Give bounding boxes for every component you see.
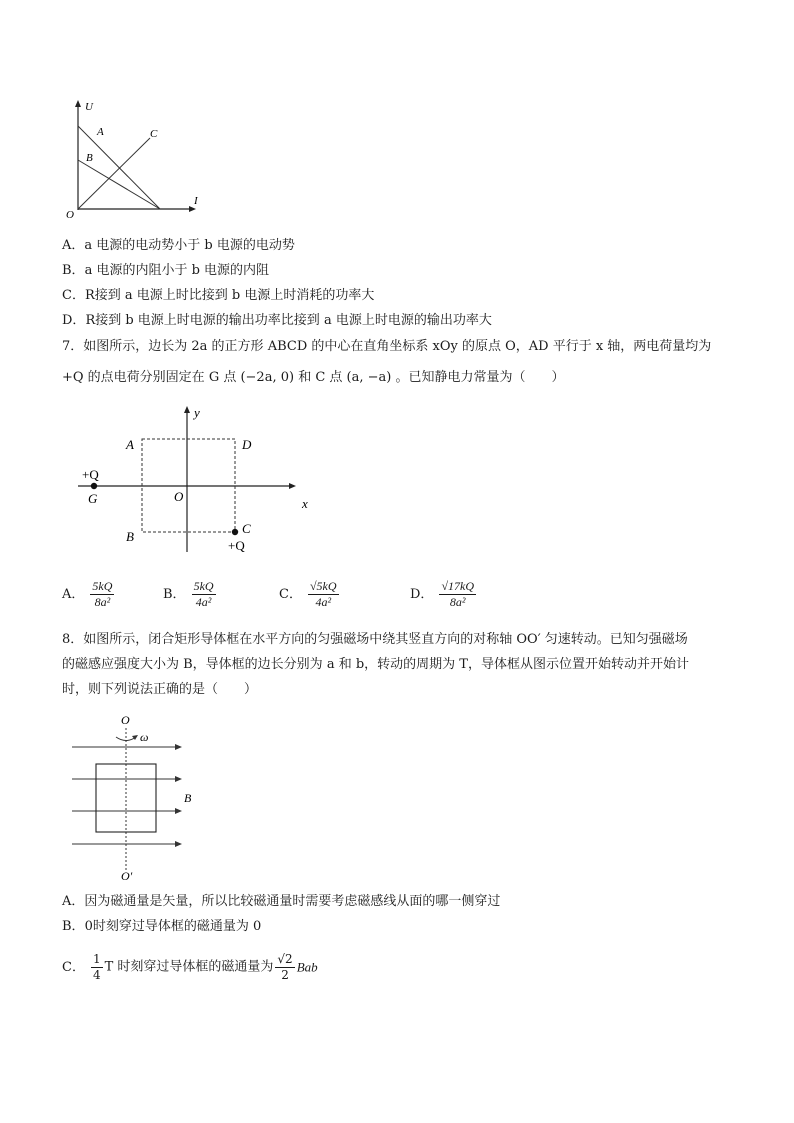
q7-stem-line2: +Q 的点电荷分别固定在 G 点 (−2a, 0) 和 C 点 (a, −a) 。已知静电力常量为（ ） (62, 370, 565, 385)
line-c (78, 138, 150, 209)
q8-figure (64, 710, 214, 882)
q7-option-b: B． $\frac{5kQ}{\text{4a²}}$ (163, 579, 214, 609)
field-arrow-1 (175, 744, 182, 750)
o-bottom-label: O′ (121, 869, 133, 882)
o-top-label: O (121, 713, 130, 727)
q8-option-c: C． $\frac{1}{4}$ T 时刻穿过导体框的磁通量为 $\frac{√2}{2}$ Bab (62, 952, 318, 982)
omega-label: ω (140, 730, 149, 744)
q6-option-d: D．R接到 b 电源上时电源的输出功率比接到 a 电源上时电源的输出功率大 (62, 313, 492, 328)
q8-stem-line1: 8．如图所示，闭合矩形导体框在水平方向的匀强磁场中绕其竖直方向的对称轴 OO′ 匀速转动。已知匀强磁场 (62, 632, 688, 647)
d-label: D (242, 437, 252, 452)
q7-option-a: A． $\frac{5kQ}{\text{8a²}}$ (62, 579, 113, 609)
charge-c-point (232, 529, 238, 535)
q6-option-a: A．a 电源的电动势小于 b 电源的电动势 (62, 238, 295, 253)
ui-graph-figure (60, 98, 210, 222)
q6-option-b: B．a 电源的内阻小于 b 电源的内阻 (62, 263, 270, 278)
q8-stem-line2: 的磁感应强度大小为 B，导体框的边长分别为 a 和 b，转动的周期为 T，导体框从图示位置开始转动并开始计 (62, 657, 689, 672)
o-label: O (174, 489, 184, 504)
axis-u-label: U (85, 101, 93, 113)
g-label: G (88, 491, 98, 506)
q6-option-c: C．R接到 a 电源上时比接到 b 电源上时消耗的功率大 (62, 288, 375, 303)
field-arrow-4 (175, 841, 182, 847)
y-axis-arrow (184, 406, 190, 413)
charge-g-label: +Q (82, 467, 99, 482)
q7-figure (70, 402, 330, 560)
x-label: x (302, 496, 308, 511)
charge-g-point (91, 483, 97, 489)
q7-option-d: D． $\frac{√17kQ}{\text{8a²}}$ (410, 579, 475, 609)
q8-stem-line3: 时，则下列说法正确的是（ ） (62, 682, 258, 697)
label-a: A (97, 126, 104, 138)
y-label: y (194, 405, 200, 420)
a-label: A (126, 437, 134, 452)
charge-c-label: +Q (228, 538, 245, 553)
b-label: B (126, 529, 134, 544)
field-arrow-3 (175, 808, 182, 814)
q7-option-c: C． $\frac{√5kQ}{\text{4a²}}$ (279, 579, 337, 609)
axis-i-label: I (194, 195, 198, 207)
origin-label: O (66, 209, 74, 221)
q7-stem-line1: 7．如图所示，边长为 2a 的正方形 ABCD 的中心在直角坐标系 xOy 的原点 O，AD 平行于 x 轴，两电荷量均为 (62, 339, 712, 354)
label-b: B (86, 152, 93, 164)
b-field-label: B (184, 791, 192, 805)
field-arrow-2 (175, 776, 182, 782)
x-axis-arrow (289, 483, 296, 489)
label-c: C (150, 128, 158, 140)
c-label: C (242, 521, 251, 536)
u-axis-arrow (75, 100, 81, 107)
q8-option-a: A．因为磁通量是矢量，所以比较磁通量时需要考虑磁感线从面的哪一侧穿过 (62, 894, 501, 909)
q8-option-b: B．0时刻穿过导体框的磁通量为 0 (62, 919, 262, 934)
